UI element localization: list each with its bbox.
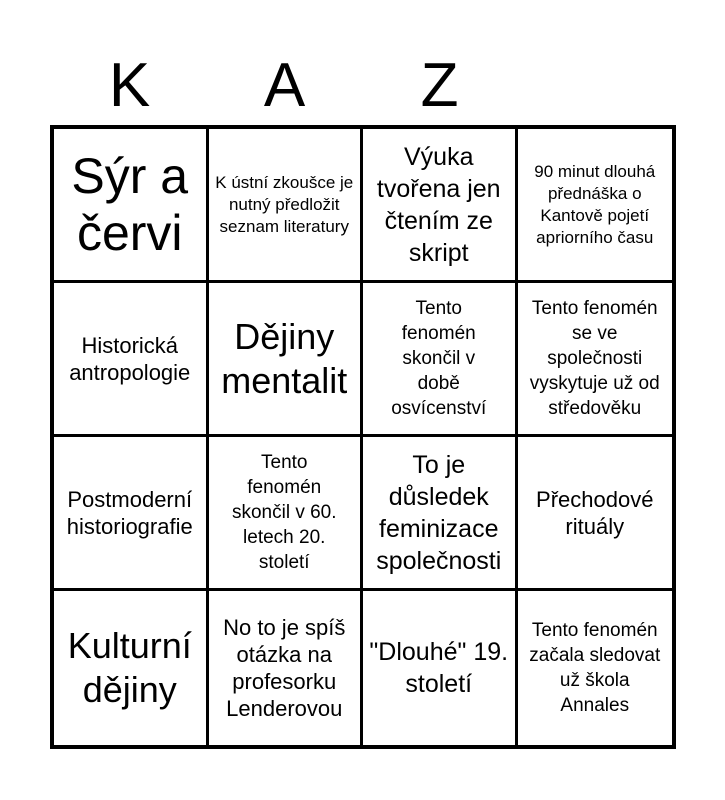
- bingo-cell[interactable]: [518, 437, 673, 591]
- cell-text: Přechodové rituály: [536, 486, 654, 539]
- cell-text: Tento fenomén se ve společnosti vyskytuje už od středověku: [529, 298, 660, 419]
- bingo-cell[interactable]: [209, 283, 364, 437]
- cell-text: No to je spíš otázka na profesorku Lenderovou: [223, 615, 346, 721]
- bingo-cell[interactable]: [54, 437, 209, 591]
- cell-text: Výuka tvořena jen čtením ze skript: [376, 142, 501, 267]
- cell-text: Tento fenomén skončil v 60. letech 20. století: [231, 452, 337, 573]
- bingo-cell[interactable]: [209, 591, 364, 745]
- bingo-cell[interactable]: [363, 129, 518, 283]
- bingo-cell[interactable]: [363, 591, 518, 745]
- header-letter-k: K: [108, 51, 151, 120]
- cell-text: Kulturní dějiny: [67, 625, 192, 710]
- bingo-cell[interactable]: [363, 283, 518, 437]
- bingo-header: [52, 48, 674, 124]
- cell-text: Sýr a červi: [71, 147, 189, 261]
- bingo-cell[interactable]: [54, 591, 209, 745]
- bingo-cell[interactable]: [54, 129, 209, 283]
- cell-text: Historická antropologie: [69, 332, 191, 385]
- bingo-cell[interactable]: [209, 437, 364, 591]
- bingo-cell[interactable]: [518, 283, 673, 437]
- header-letter-a: A: [263, 51, 306, 120]
- cell-text: "Dlouhé" 19. století: [369, 638, 509, 698]
- cell-text: K ústní zkoušce je nutný předložit seznam literatury: [215, 172, 354, 236]
- bingo-cell[interactable]: [54, 283, 209, 437]
- bingo-cell[interactable]: [363, 437, 518, 591]
- cell-text: Postmoderní historiografie: [66, 486, 193, 539]
- cell-text: To je důsledek feminizace společnosti: [376, 450, 502, 575]
- bingo-board: [50, 125, 676, 749]
- cell-text: Tento fenomén začala sledovat už škola Annales: [529, 620, 661, 716]
- bingo-cell[interactable]: [518, 129, 673, 283]
- cell-text: 90 minut dlouhá přednáška o Kantově pojetí apriorního času: [534, 161, 656, 247]
- cell-text: Dějiny mentalit: [221, 315, 348, 401]
- bingo-cell[interactable]: [209, 129, 364, 283]
- header-letter-z: Z: [420, 51, 459, 120]
- cell-text: Tento fenomén skončil v době osvícenství: [391, 298, 487, 419]
- bingo-cell[interactable]: [518, 591, 673, 745]
